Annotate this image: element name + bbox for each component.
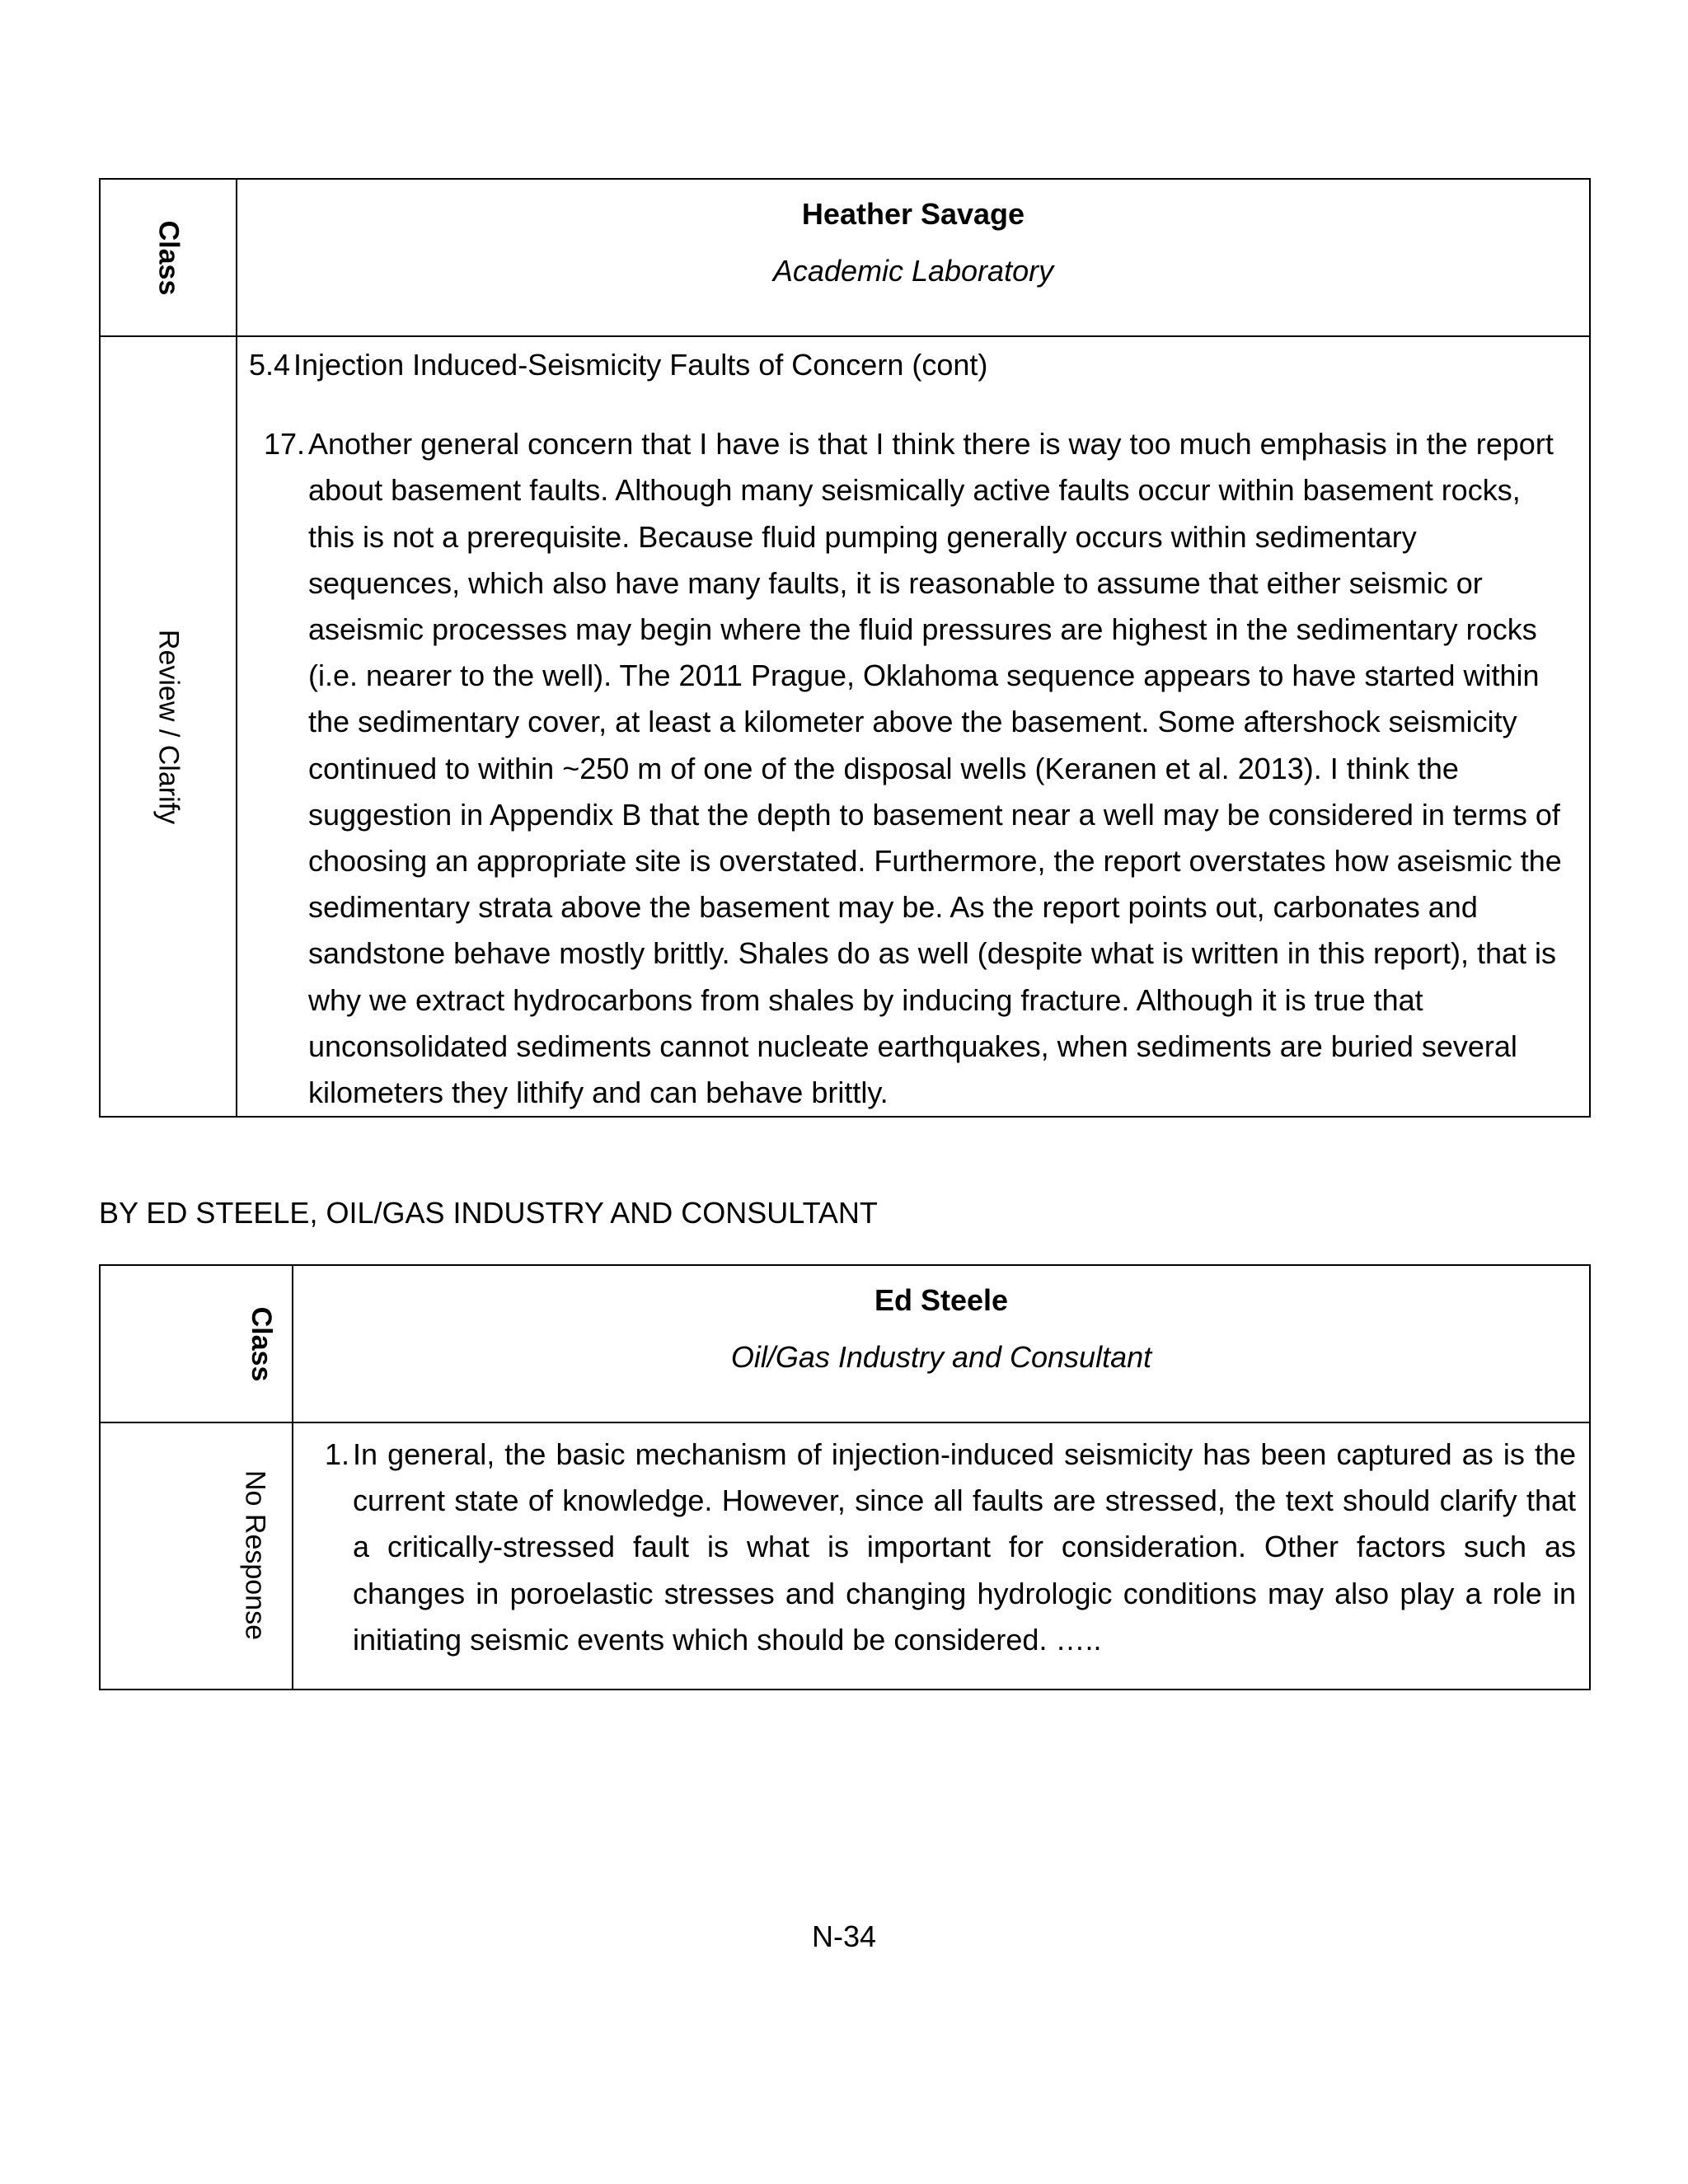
reviewer-header-cell bbox=[237, 179, 1590, 336]
classification-label: No Response bbox=[239, 1469, 271, 1641]
reviewer-name: Heather Savage bbox=[801, 197, 1025, 231]
classification-cell bbox=[100, 336, 237, 1117]
comment-item bbox=[249, 421, 1564, 1116]
reviewer-header-cell bbox=[293, 1265, 1590, 1422]
section-heading-text: BY ED STEELE, OIL/GAS INDUSTRY AND CONSULTANT bbox=[99, 1196, 878, 1230]
reviewer-affiliation: Oil/Gas Industry and Consultant bbox=[730, 1340, 1152, 1374]
page-number: N-34 bbox=[811, 1919, 877, 1953]
class-header-cell bbox=[100, 1265, 293, 1422]
steele-review-table bbox=[99, 1264, 1591, 1690]
section-heading bbox=[99, 1195, 878, 1231]
class-header-label: Class bbox=[246, 1306, 278, 1381]
comment-number: 1. bbox=[324, 1437, 349, 1471]
class-header-cell bbox=[100, 179, 237, 336]
comment-text: Another general concern that I have is that I think there is way too much emphasis in the report about basement faults. Although many seismically active faults occur within basement rocks, this is not a prerequisite. Because fluid pumping generally occurs within sedimentary sequences, which also have many faults, it is reasonable to assume that either seismic or aseismic processes may begin where the fluid pressures are highest in the sedimentary rocks (i.e. nearer to the well). The 2011 Prague, Oklahoma sequence appears to have started within the sedimentary cover, at least a kilometer above the basement. Some aftershock seismicity continued to within ~250 m of one of the disposal wells (Keranen et al. 2013). I think the suggestion in Appendix B that the depth to basement near a well may be considered in terms of choosing an appropriate site is overstated. Furthermore, the report overstates how aseismic the sedimentary strata above the basement may be. As the report points out, carbonates and sandstone behave mostly brittly. Shales do as well (despite what is written in this report), that is why we extract hydrocarbons from shales by inducing fracture. Although it is true that unconsolidated sediments cannot nucleate earthquakes, when sediments are buried several kilometers they lithify and can behave brittly. bbox=[308, 427, 1562, 1110]
comment-number: 17. bbox=[263, 427, 305, 462]
classification-label: Review / Clarify bbox=[152, 629, 185, 824]
savage-review-table bbox=[99, 178, 1591, 1118]
comment-cell bbox=[293, 1422, 1590, 1690]
comment-text: In general, the basic mechanism of injection-induced seismicity has been captured as is the current state of knowledge. However, since all faults are stressed, the text should clarify that a critically-stressed fault is what is important for consideration. Other factors such as changes in poroelastic stresses and changing hydrologic conditions may also play a role in initiating seismic events which should be considered. ….. bbox=[353, 1437, 1576, 1657]
comment-item bbox=[303, 1432, 1576, 1663]
reviewer-affiliation: Academic Laboratory bbox=[772, 254, 1054, 288]
section-number: 5.4 bbox=[249, 348, 291, 382]
section-title: Injection Induced-Seismicity Faults of Concern (cont) bbox=[293, 348, 988, 382]
comment-cell bbox=[237, 336, 1590, 1117]
section-reference bbox=[249, 342, 1589, 388]
class-header-label: Class bbox=[152, 220, 185, 295]
classification-cell bbox=[100, 1422, 293, 1690]
reviewer-name: Ed Steele bbox=[874, 1283, 1009, 1317]
